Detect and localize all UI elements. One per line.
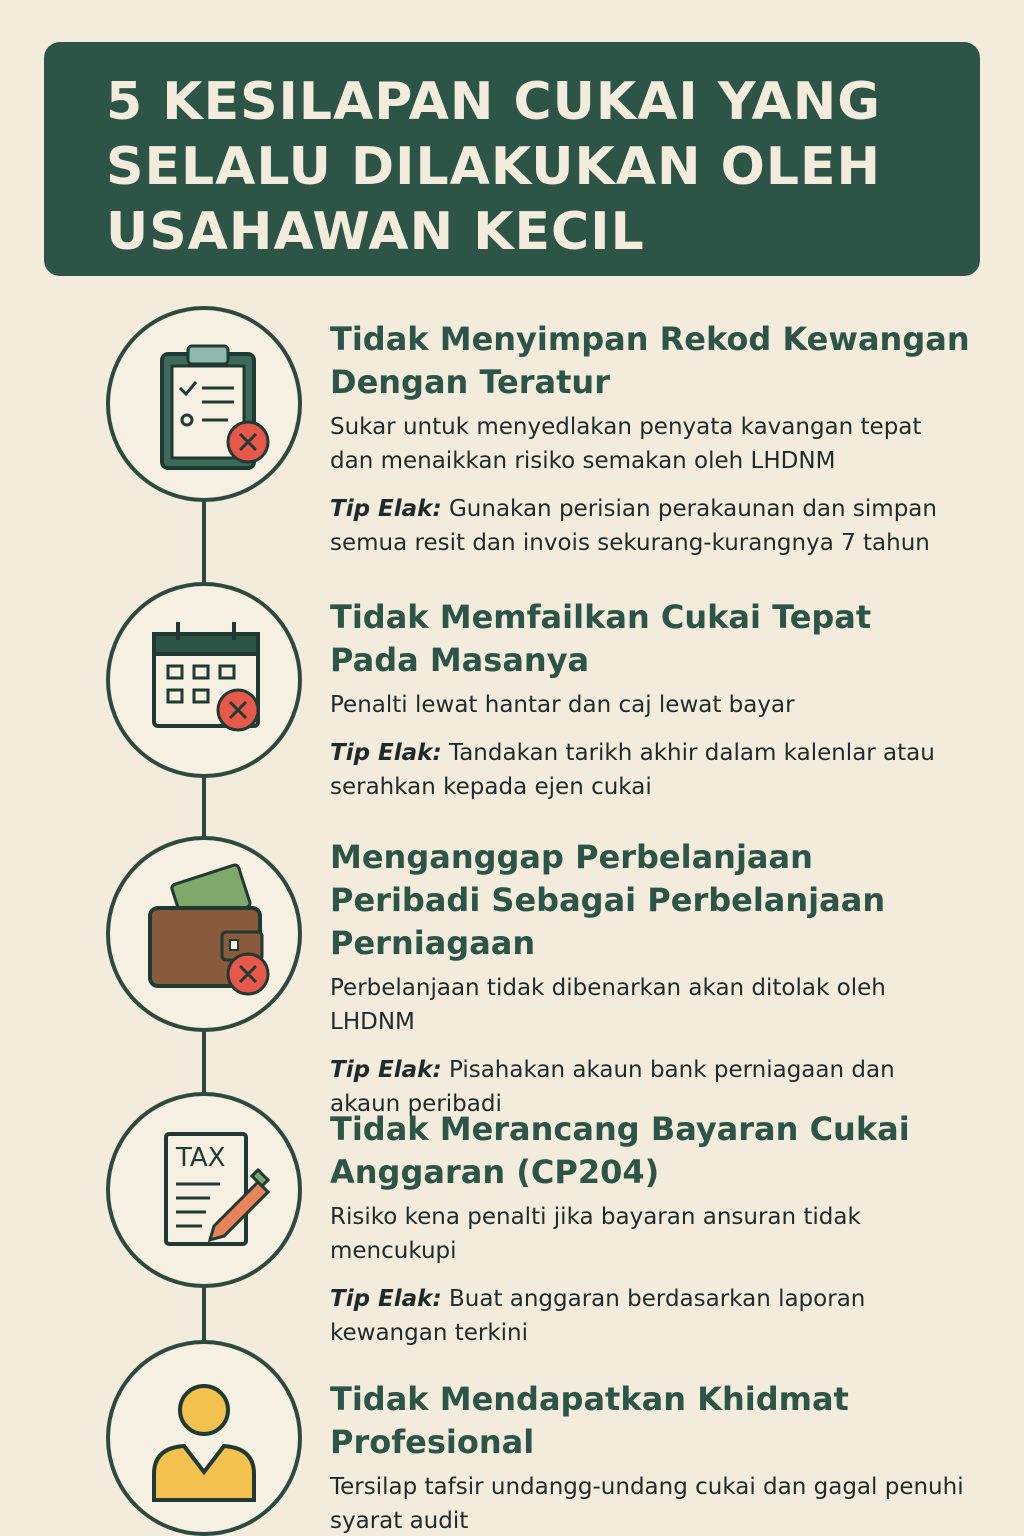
tip-label: Tip Elak: [330,496,442,522]
item-tip [330,492,970,560]
item-description: Tersilap tafsir undangg-undang cukai dan gagal penuhi syarat audit [330,1474,964,1534]
item-tip [330,1282,970,1350]
header-banner [44,42,980,276]
tip-label: Tip Elak: [330,1286,442,1312]
person-icon-circle [106,1340,302,1536]
item-title: Menganggap Perbelanjaan Peribadi Sebagai Perbelanjaan Perniagaan [330,838,886,962]
tip-text: Buat anggaran berdasarkan laporan kewangan terkini [330,1286,866,1346]
item-description: Sukar untuk menyedlakan penyata kavangan tepat dan menaikkan risiko semakan oleh LHDNM [330,414,922,474]
list-item [330,836,970,1121]
calendar-icon-circle [106,582,302,778]
list-item [330,596,970,804]
item-title: Tidak Menyimpan Rekod Kewangan Dengan Teratur [330,320,970,401]
wallet-icon [110,840,298,1028]
item-title: Tidak Merancang Bayaran Cukai Anggaran (CP204) [330,1110,910,1191]
item-tip [330,736,970,804]
clipboard-icon-circle [106,306,302,502]
tax-label: TAX [176,1143,226,1173]
tax-document-icon-circle [106,1092,302,1288]
tip-text: Pisahakan akaun bank perniagaan dan akaun peribadi [330,1057,895,1117]
list-item [330,318,970,560]
page-title: 5 KESILAPAN CUKAI YANG SELALU DILAKUKAN OLEH USAHAWAN KECIL [106,72,881,262]
wallet-icon-circle [106,836,302,1032]
tax-document-icon [110,1096,298,1284]
clipboard-icon [110,310,298,498]
list-item [330,1378,970,1536]
tip-text: Gunakan perisian perakaunan dan simpan semua resit dan invois sekurang-kurangnya 7 tahun [330,496,937,556]
item-title: Tidak Mendapatkan Khidmat Profesional [330,1380,849,1461]
calendar-icon [110,586,298,774]
tip-text: Tandakan tarikh akhir dalam kalenlar atau serahkan kepada ejen cukai [330,740,935,800]
list-item [330,1108,970,1350]
person-icon [110,1344,298,1532]
item-title: Tidak Memfailkan Cukai Tepat Pada Masanya [330,598,872,679]
item-description: Perbelanjaan tidak dibenarkan akan ditolak oleh LHDNM [330,975,886,1035]
tip-label: Tip Elak: [330,740,442,766]
item-description: Risiko kena penalti jika bayaran ansuran tidak mencukupi [330,1204,861,1264]
item-description: Penalti lewat hantar dan caj lewat bayar [330,692,795,718]
tip-label: Tip Elak: [330,1057,442,1083]
